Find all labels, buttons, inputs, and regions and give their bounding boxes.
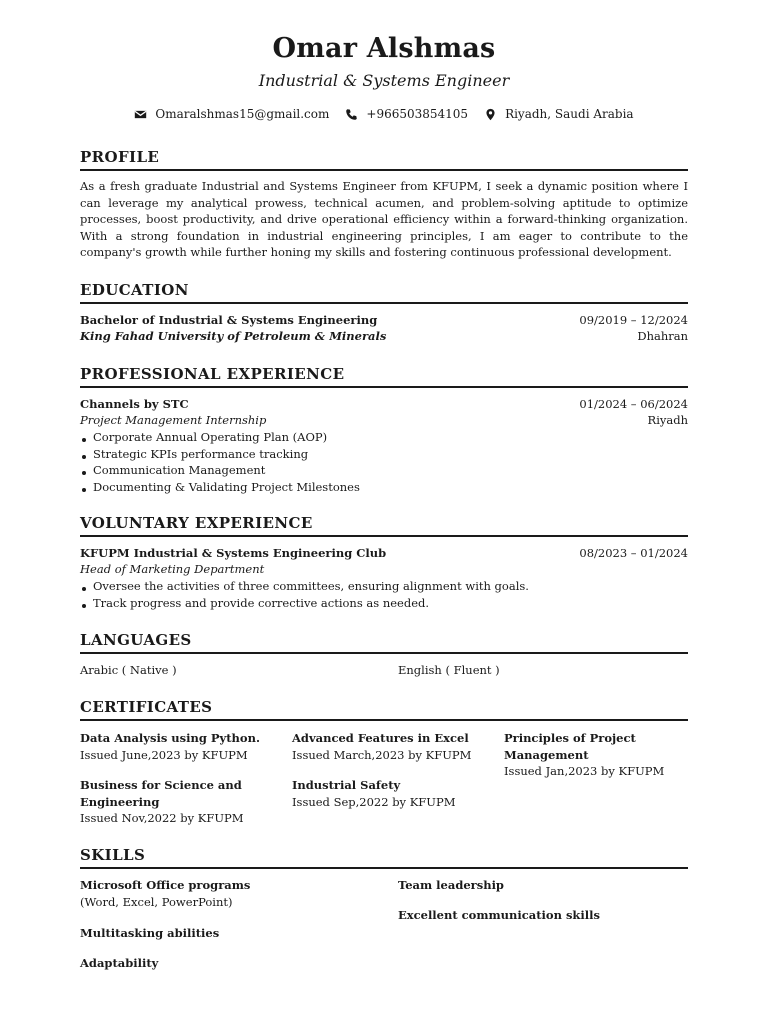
certificate-issued: Issued Jan,2023 by KFUPM <box>504 764 665 778</box>
education-location: Dhahran <box>637 329 688 343</box>
candidate-title: Industrial & Systems Engineer <box>258 71 510 90</box>
certificate-name: Industrial Safety <box>292 778 401 792</box>
education-dates: 09/2019 – 12/2024 <box>579 313 688 327</box>
contact-email[interactable] <box>134 107 329 121</box>
voluntary-row <box>80 545 688 562</box>
contact-location <box>484 107 634 121</box>
skill-item: Adaptability <box>80 956 159 970</box>
contact-info <box>80 107 688 121</box>
candidate-name: Omar Alshmas <box>272 33 496 64</box>
skill-detail: (Word, Excel, PowerPoint) <box>80 894 233 909</box>
experience-location: Riyadh <box>647 413 688 427</box>
education-row <box>80 312 688 329</box>
skill-name: Microsoft Office programs <box>80 878 251 892</box>
voluntary-org: KFUPM Industrial & Systems Engineering Club <box>80 546 387 560</box>
skill-item: Excellent communication skills <box>398 908 600 922</box>
certificate-name: Data Analysis using Python. <box>80 731 260 745</box>
skill-item <box>80 877 250 910</box>
certificate-item <box>504 730 679 780</box>
list-item: Oversee the activities of three committees, ensuring alignment with goals. <box>80 578 688 595</box>
list-item: Track progress and provide corrective actions as needed. <box>80 595 688 612</box>
experience-role: Project Management Internship <box>80 413 267 427</box>
list-item: Communication Management <box>80 462 688 479</box>
voluntary-role-row <box>80 561 688 578</box>
location-text: Riyadh, Saudi Arabia <box>505 107 634 121</box>
certificate-name: Business for Science and Engineering <box>80 778 242 809</box>
languages-heading: LANGUAGES <box>80 631 688 654</box>
degree-name: Bachelor of Industrial & Systems Engineering <box>80 313 378 327</box>
voluntary-heading: VOLUNTARY EXPERIENCE <box>80 514 688 537</box>
list-item: Documenting & Validating Project Milestones <box>80 479 688 496</box>
email-text: Omaralshmas15@gmail.com <box>155 107 330 121</box>
certificate-name: Advanced Features in Excel <box>292 731 469 745</box>
skill-item: Team leadership <box>398 878 504 892</box>
profile-text: As a fresh graduate Industrial and Systems Engineer from KFUPM, I seek a dynamic position where I can leverage my analytical prowess, technical acumen, and problem-solving aptitude to optimize processes, boost productivity, and drive operational efficiency within a forward-thinking organization. With a strong foundation in industrial engineering principles, I am eager to contribute to the company's growth while further honing my skills and fostering continuous professional development. <box>80 179 688 259</box>
certificate-name: Principles of Project Management <box>504 731 636 762</box>
phone-text: +966503854105 <box>366 107 469 121</box>
education-school-row <box>80 328 688 345</box>
experience-dates: 01/2024 – 06/2024 <box>579 397 688 411</box>
phone-icon <box>345 108 358 121</box>
list-item: Corporate Annual Operating Plan (AOP) <box>80 429 688 446</box>
voluntary-dates: 08/2023 – 01/2024 <box>579 546 688 560</box>
certificate-item <box>80 777 255 827</box>
experience-heading: PROFESSIONAL EXPERIENCE <box>80 365 688 388</box>
company-name: Channels by STC <box>80 397 189 411</box>
school-name: King Fahad University of Petroleum & Minerals <box>80 329 387 343</box>
certificate-issued: Issued Sep,2022 by KFUPM <box>292 794 456 809</box>
language-english: English ( Fluent ) <box>398 663 500 677</box>
location-pin-icon <box>484 108 497 121</box>
certificates-heading: CERTIFICATES <box>80 698 688 721</box>
certificate-issued: Issued June,2023 by KFUPM <box>80 747 248 762</box>
profile-heading: PROFILE <box>80 148 688 171</box>
certificate-item <box>80 730 270 763</box>
experience-bullets <box>80 429 688 495</box>
envelope-icon <box>134 108 147 121</box>
skill-item: Multitasking abilities <box>80 926 220 940</box>
experience-row <box>80 396 688 413</box>
contact-phone[interactable] <box>345 107 468 121</box>
skills-heading: SKILLS <box>80 846 688 869</box>
certificate-item <box>292 777 482 810</box>
certificate-issued: Issued March,2023 by KFUPM <box>292 747 472 762</box>
voluntary-role: Head of Marketing Department <box>80 562 265 576</box>
certificate-issued: Issued Nov,2022 by KFUPM <box>80 811 244 825</box>
list-item: Strategic KPIs performance tracking <box>80 446 688 463</box>
experience-role-row <box>80 412 688 429</box>
certificate-item <box>292 730 482 763</box>
language-arabic: Arabic ( Native ) <box>80 663 177 677</box>
education-heading: EDUCATION <box>80 281 688 304</box>
voluntary-bullets <box>80 578 688 611</box>
